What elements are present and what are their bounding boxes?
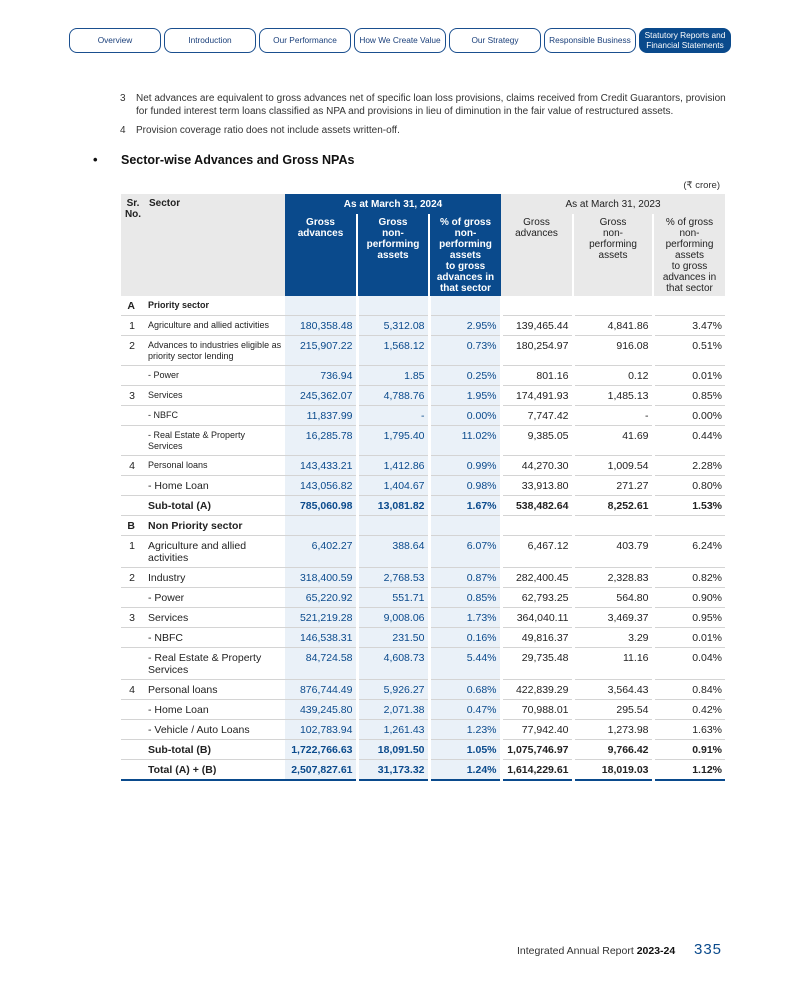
header-sr-no: Sr. No. — [121, 194, 145, 296]
cell-pct-2024: 6.07% — [429, 536, 501, 568]
cell-pct-2023: 0.51% — [653, 336, 725, 366]
cell-pct-2023: 0.42% — [653, 700, 725, 720]
footnote-text: Provision coverage ratio does not include assets written-off. — [136, 125, 400, 136]
cell-gross-advances-2024: 84,724.58 — [285, 648, 357, 680]
footnote-number: 3 — [120, 93, 126, 104]
cell-gnpa-2023: 41.69 — [573, 426, 653, 456]
cell-pct-2024 — [429, 296, 501, 316]
cell-pct-2023: 0.82% — [653, 568, 725, 588]
cell-gross-advances-2023 — [501, 296, 573, 316]
table-row — [121, 628, 725, 648]
cell-sr-no — [121, 366, 145, 386]
cell-pct-2023 — [653, 296, 725, 316]
cell-pct-2024: 1.23% — [429, 720, 501, 740]
cell-pct-2024: 2.95% — [429, 316, 501, 336]
cell-gross-advances-2023 — [501, 516, 573, 536]
table-row — [121, 386, 725, 406]
cell-pct-2024: 5.44% — [429, 648, 501, 680]
footnotes — [120, 93, 726, 145]
table-row — [121, 680, 725, 700]
cell-pct-2023: 6.24% — [653, 536, 725, 568]
cell-sr-no: 2 — [121, 336, 145, 366]
cell-gnpa-2024: - — [357, 406, 429, 426]
cell-pct-2023: 0.00% — [653, 406, 725, 426]
cell-gross-advances-2024: 1,722,766.63 — [285, 740, 357, 760]
cell-gnpa-2024: 551.71 — [357, 588, 429, 608]
cell-gross-advances-2023: 29,735.48 — [501, 648, 573, 680]
cell-gnpa-2024: 13,081.82 — [357, 496, 429, 516]
bullet-icon: • — [93, 152, 98, 167]
cell-gross-advances-2023: 174,491.93 — [501, 386, 573, 406]
footer-report — [517, 945, 675, 957]
cell-sector: - Home Loan — [145, 476, 285, 496]
header-gnpa-2023: Gross non- performing assets — [573, 214, 653, 296]
cell-gross-advances-2024: 521,219.28 — [285, 608, 357, 628]
cell-sector: - Power — [145, 588, 285, 608]
cell-gross-advances-2024: 143,433.21 — [285, 456, 357, 476]
cell-sr-no — [121, 720, 145, 740]
cell-gross-advances-2024: 143,056.82 — [285, 476, 357, 496]
cell-gross-advances-2023: 1,614,229.61 — [501, 760, 573, 781]
cell-pct-2023: 0.80% — [653, 476, 725, 496]
table-row — [121, 336, 725, 366]
cell-gnpa-2023: - — [573, 406, 653, 426]
cell-gnpa-2024: 31,173.32 — [357, 760, 429, 781]
cell-gnpa-2023: 1,485.13 — [573, 386, 653, 406]
cell-pct-2024: 1.05% — [429, 740, 501, 760]
table-row — [121, 406, 725, 426]
cell-sr-no: 1 — [121, 316, 145, 336]
cell-sector: Priority sector — [145, 296, 285, 316]
table-row — [121, 536, 725, 568]
cell-sector: - NBFC — [145, 406, 285, 426]
cell-gnpa-2024: 1,261.43 — [357, 720, 429, 740]
cell-gnpa-2024: 1,568.12 — [357, 336, 429, 366]
cell-gnpa-2024: 1,412.86 — [357, 456, 429, 476]
cell-gnpa-2024: 1,795.40 — [357, 426, 429, 456]
cell-gross-advances-2023: 139,465.44 — [501, 316, 573, 336]
cell-sector: - Home Loan — [145, 700, 285, 720]
cell-sr-no: 3 — [121, 608, 145, 628]
cell-gnpa-2024: 1.85 — [357, 366, 429, 386]
cell-sector: Sub-total (A) — [145, 496, 285, 516]
cell-gross-advances-2023: 1,075,746.97 — [501, 740, 573, 760]
table-row — [121, 760, 725, 781]
cell-gross-advances-2024: 245,362.07 — [285, 386, 357, 406]
cell-gross-advances-2023: 33,913.80 — [501, 476, 573, 496]
footnote — [120, 93, 726, 118]
cell-gross-advances-2024: 146,538.31 — [285, 628, 357, 648]
tab-our-strategy[interactable]: Our Strategy — [449, 28, 541, 53]
cell-gross-advances-2024 — [285, 296, 357, 316]
cell-pct-2023: 0.85% — [653, 386, 725, 406]
cell-sr-no — [121, 700, 145, 720]
footnote — [120, 125, 726, 138]
cell-pct-2023: 0.44% — [653, 426, 725, 456]
cell-gross-advances-2024: 180,358.48 — [285, 316, 357, 336]
cell-gross-advances-2023: 282,400.45 — [501, 568, 573, 588]
cell-gnpa-2023: 403.79 — [573, 536, 653, 568]
table-row — [121, 648, 725, 680]
cell-gross-advances-2023: 801.16 — [501, 366, 573, 386]
cell-pct-2024: 11.02% — [429, 426, 501, 456]
cell-gross-advances-2023: 49,816.37 — [501, 628, 573, 648]
cell-pct-2023: 0.95% — [653, 608, 725, 628]
cell-sr-no — [121, 588, 145, 608]
cell-gross-advances-2024: 65,220.92 — [285, 588, 357, 608]
cell-gross-advances-2024: 2,507,827.61 — [285, 760, 357, 781]
cell-sector: - Vehicle / Auto Loans — [145, 720, 285, 740]
cell-sector: Services — [145, 386, 285, 406]
cell-sector: Advances to industries eligible as priority sector lending — [145, 336, 285, 366]
cell-gnpa-2023: 271.27 — [573, 476, 653, 496]
footnote-text: Net advances are equivalent to gross advances net of specific loan loss provisions, claims received from Credit Guarantors, provision for funded interest term loans classified as NPA and provisions in lieu of diminution in the fair value of restructured assets. — [136, 93, 726, 117]
cell-gnpa-2023: 3,564.43 — [573, 680, 653, 700]
cell-sector: Non Priority sector — [145, 516, 285, 536]
cell-gross-advances-2024: 785,060.98 — [285, 496, 357, 516]
cell-pct-2024: 1.95% — [429, 386, 501, 406]
cell-pct-2023: 1.12% — [653, 760, 725, 781]
cell-sr-no — [121, 426, 145, 456]
cell-gnpa-2023: 4,841.86 — [573, 316, 653, 336]
cell-gross-advances-2023: 538,482.64 — [501, 496, 573, 516]
cell-pct-2024: 1.24% — [429, 760, 501, 781]
tab-introduction[interactable]: Introduction — [164, 28, 256, 53]
header-pct-2023: % of gross non- performing assets to gross advances in that sector — [653, 214, 725, 296]
cell-pct-2023: 1.63% — [653, 720, 725, 740]
table-row — [121, 608, 725, 628]
table-row — [121, 496, 725, 516]
cell-gnpa-2024: 18,091.50 — [357, 740, 429, 760]
cell-pct-2023 — [653, 516, 725, 536]
cell-gross-advances-2024: 439,245.80 — [285, 700, 357, 720]
cell-pct-2024: 0.68% — [429, 680, 501, 700]
cell-gnpa-2023: 1,009.54 — [573, 456, 653, 476]
cell-sector: Total (A) + (B) — [145, 760, 285, 781]
footer-report-name: Integrated Annual Report — [517, 945, 634, 957]
cell-gnpa-2024: 5,312.08 — [357, 316, 429, 336]
cell-gnpa-2023: 9,766.42 — [573, 740, 653, 760]
cell-pct-2023: 0.01% — [653, 366, 725, 386]
cell-gross-advances-2024 — [285, 516, 357, 536]
cell-gnpa-2023: 1,273.98 — [573, 720, 653, 740]
cell-sector: Agriculture and allied activities — [145, 536, 285, 568]
cell-pct-2024 — [429, 516, 501, 536]
table-row — [121, 568, 725, 588]
table-row — [121, 516, 725, 536]
cell-gnpa-2024: 5,926.27 — [357, 680, 429, 700]
header-gnpa-2024: Gross non- performing assets — [357, 214, 429, 296]
footer-report-year: 2023-24 — [636, 945, 676, 957]
cell-sector: Sub-total (B) — [145, 740, 285, 760]
header-pct-2024: % of gross non- performing assets to gross advances in that sector — [429, 214, 501, 296]
table-row — [121, 426, 725, 456]
cell-sector: - Real Estate & Property Services — [145, 648, 285, 680]
table-row — [121, 296, 725, 316]
cell-gross-advances-2024: 11,837.99 — [285, 406, 357, 426]
cell-sector: Services — [145, 608, 285, 628]
cell-pct-2024: 0.00% — [429, 406, 501, 426]
header-gross-advances-2023: Gross advances — [501, 214, 573, 296]
header-sector: Sector — [145, 194, 285, 296]
cell-gross-advances-2024: 215,907.22 — [285, 336, 357, 366]
cell-gnpa-2023 — [573, 296, 653, 316]
cell-sr-no — [121, 496, 145, 516]
table-row — [121, 740, 725, 760]
cell-pct-2023: 0.91% — [653, 740, 725, 760]
table-row — [121, 476, 725, 496]
cell-sector: Industry — [145, 568, 285, 588]
cell-sr-no — [121, 760, 145, 781]
table-row — [121, 588, 725, 608]
cell-gnpa-2024: 388.64 — [357, 536, 429, 568]
cell-pct-2024: 1.67% — [429, 496, 501, 516]
cell-gnpa-2024: 9,008.06 — [357, 608, 429, 628]
header-year-2024: As at March 31, 2024 — [285, 194, 501, 214]
header-gross-advances-2024: Gross advances — [285, 214, 357, 296]
cell-gross-advances-2023: 180,254.97 — [501, 336, 573, 366]
cell-gnpa-2023: 3.29 — [573, 628, 653, 648]
cell-gnpa-2024: 2,071.38 — [357, 700, 429, 720]
cell-sr-no — [121, 648, 145, 680]
cell-sr-no: 1 — [121, 536, 145, 568]
cell-gnpa-2023: 11.16 — [573, 648, 653, 680]
table-row — [121, 720, 725, 740]
cell-sr-no: 4 — [121, 456, 145, 476]
cell-sector: - NBFC — [145, 628, 285, 648]
cell-gross-advances-2023: 364,040.11 — [501, 608, 573, 628]
cell-sr-no — [121, 628, 145, 648]
unit-label: (₹ crore) — [683, 180, 720, 191]
cell-gnpa-2023: 0.12 — [573, 366, 653, 386]
cell-pct-2024: 1.73% — [429, 608, 501, 628]
cell-sr-no: 3 — [121, 386, 145, 406]
cell-gnpa-2023: 8,252.61 — [573, 496, 653, 516]
table-row — [121, 700, 725, 720]
cell-pct-2023: 0.04% — [653, 648, 725, 680]
cell-sector: Personal loans — [145, 680, 285, 700]
cell-gnpa-2023: 18,019.03 — [573, 760, 653, 781]
cell-pct-2023: 0.84% — [653, 680, 725, 700]
tab-overview[interactable]: Overview — [69, 28, 161, 53]
cell-gross-advances-2024: 16,285.78 — [285, 426, 357, 456]
cell-gnpa-2023: 3,469.37 — [573, 608, 653, 628]
cell-pct-2024: 0.98% — [429, 476, 501, 496]
cell-sector: - Real Estate & Property Services — [145, 426, 285, 456]
cell-gross-advances-2023: 7,747.42 — [501, 406, 573, 426]
cell-gross-advances-2023: 9,385.05 — [501, 426, 573, 456]
cell-pct-2023: 0.90% — [653, 588, 725, 608]
cell-sector: Personal loans — [145, 456, 285, 476]
cell-pct-2024: 0.99% — [429, 456, 501, 476]
cell-pct-2024: 0.87% — [429, 568, 501, 588]
cell-gross-advances-2023: 77,942.40 — [501, 720, 573, 740]
cell-pct-2023: 1.53% — [653, 496, 725, 516]
cell-pct-2023: 2.28% — [653, 456, 725, 476]
page-number: 335 — [694, 941, 723, 958]
cell-sr-no — [121, 406, 145, 426]
cell-gnpa-2023: 295.54 — [573, 700, 653, 720]
cell-gross-advances-2024: 876,744.49 — [285, 680, 357, 700]
section-title: Sector-wise Advances and Gross NPAs — [121, 152, 355, 167]
cell-pct-2024: 0.47% — [429, 700, 501, 720]
section-heading — [93, 152, 354, 167]
table-row — [121, 456, 725, 476]
cell-pct-2024: 0.85% — [429, 588, 501, 608]
cell-gnpa-2023: 564.80 — [573, 588, 653, 608]
cell-gnpa-2023 — [573, 516, 653, 536]
cell-gnpa-2024: 231.50 — [357, 628, 429, 648]
cell-sr-no: A — [121, 296, 145, 316]
cell-sr-no: 2 — [121, 568, 145, 588]
cell-pct-2023: 0.01% — [653, 628, 725, 648]
tab-how-we-create-value[interactable]: How We Create Value — [354, 28, 446, 53]
tab-statutory-reports[interactable]: Statutory Reports and Financial Statements — [639, 28, 731, 53]
cell-pct-2023: 3.47% — [653, 316, 725, 336]
cell-gnpa-2024 — [357, 516, 429, 536]
tab-our-performance[interactable]: Our Performance — [259, 28, 351, 53]
cell-pct-2024: 0.25% — [429, 366, 501, 386]
cell-sr-no: B — [121, 516, 145, 536]
cell-gross-advances-2023: 70,988.01 — [501, 700, 573, 720]
cell-gnpa-2024: 4,608.73 — [357, 648, 429, 680]
tab-responsible-business[interactable]: Responsible Business — [544, 28, 636, 53]
cell-sr-no — [121, 476, 145, 496]
cell-sector: - Power — [145, 366, 285, 386]
cell-gross-advances-2023: 6,467.12 — [501, 536, 573, 568]
cell-gross-advances-2024: 736.94 — [285, 366, 357, 386]
cell-pct-2024: 0.16% — [429, 628, 501, 648]
cell-gross-advances-2023: 44,270.30 — [501, 456, 573, 476]
cell-pct-2024: 0.73% — [429, 336, 501, 366]
table-row — [121, 316, 725, 336]
cell-gnpa-2023: 2,328.83 — [573, 568, 653, 588]
cell-gross-advances-2024: 6,402.27 — [285, 536, 357, 568]
cell-gross-advances-2023: 422,839.29 — [501, 680, 573, 700]
top-navigation — [69, 28, 731, 53]
cell-sr-no — [121, 740, 145, 760]
cell-sr-no: 4 — [121, 680, 145, 700]
table-row — [121, 366, 725, 386]
cell-sector: Agriculture and allied activities — [145, 316, 285, 336]
cell-gnpa-2024: 4,788.76 — [357, 386, 429, 406]
footnote-number: 4 — [120, 125, 126, 136]
header-year-2023: As at March 31, 2023 — [501, 194, 725, 214]
sector-npa-table — [121, 194, 725, 781]
cell-gnpa-2024 — [357, 296, 429, 316]
cell-gross-advances-2024: 102,783.94 — [285, 720, 357, 740]
cell-gross-advances-2023: 62,793.25 — [501, 588, 573, 608]
cell-gnpa-2024: 1,404.67 — [357, 476, 429, 496]
cell-gross-advances-2024: 318,400.59 — [285, 568, 357, 588]
cell-gnpa-2023: 916.08 — [573, 336, 653, 366]
table-body — [121, 296, 725, 780]
cell-gnpa-2024: 2,768.53 — [357, 568, 429, 588]
